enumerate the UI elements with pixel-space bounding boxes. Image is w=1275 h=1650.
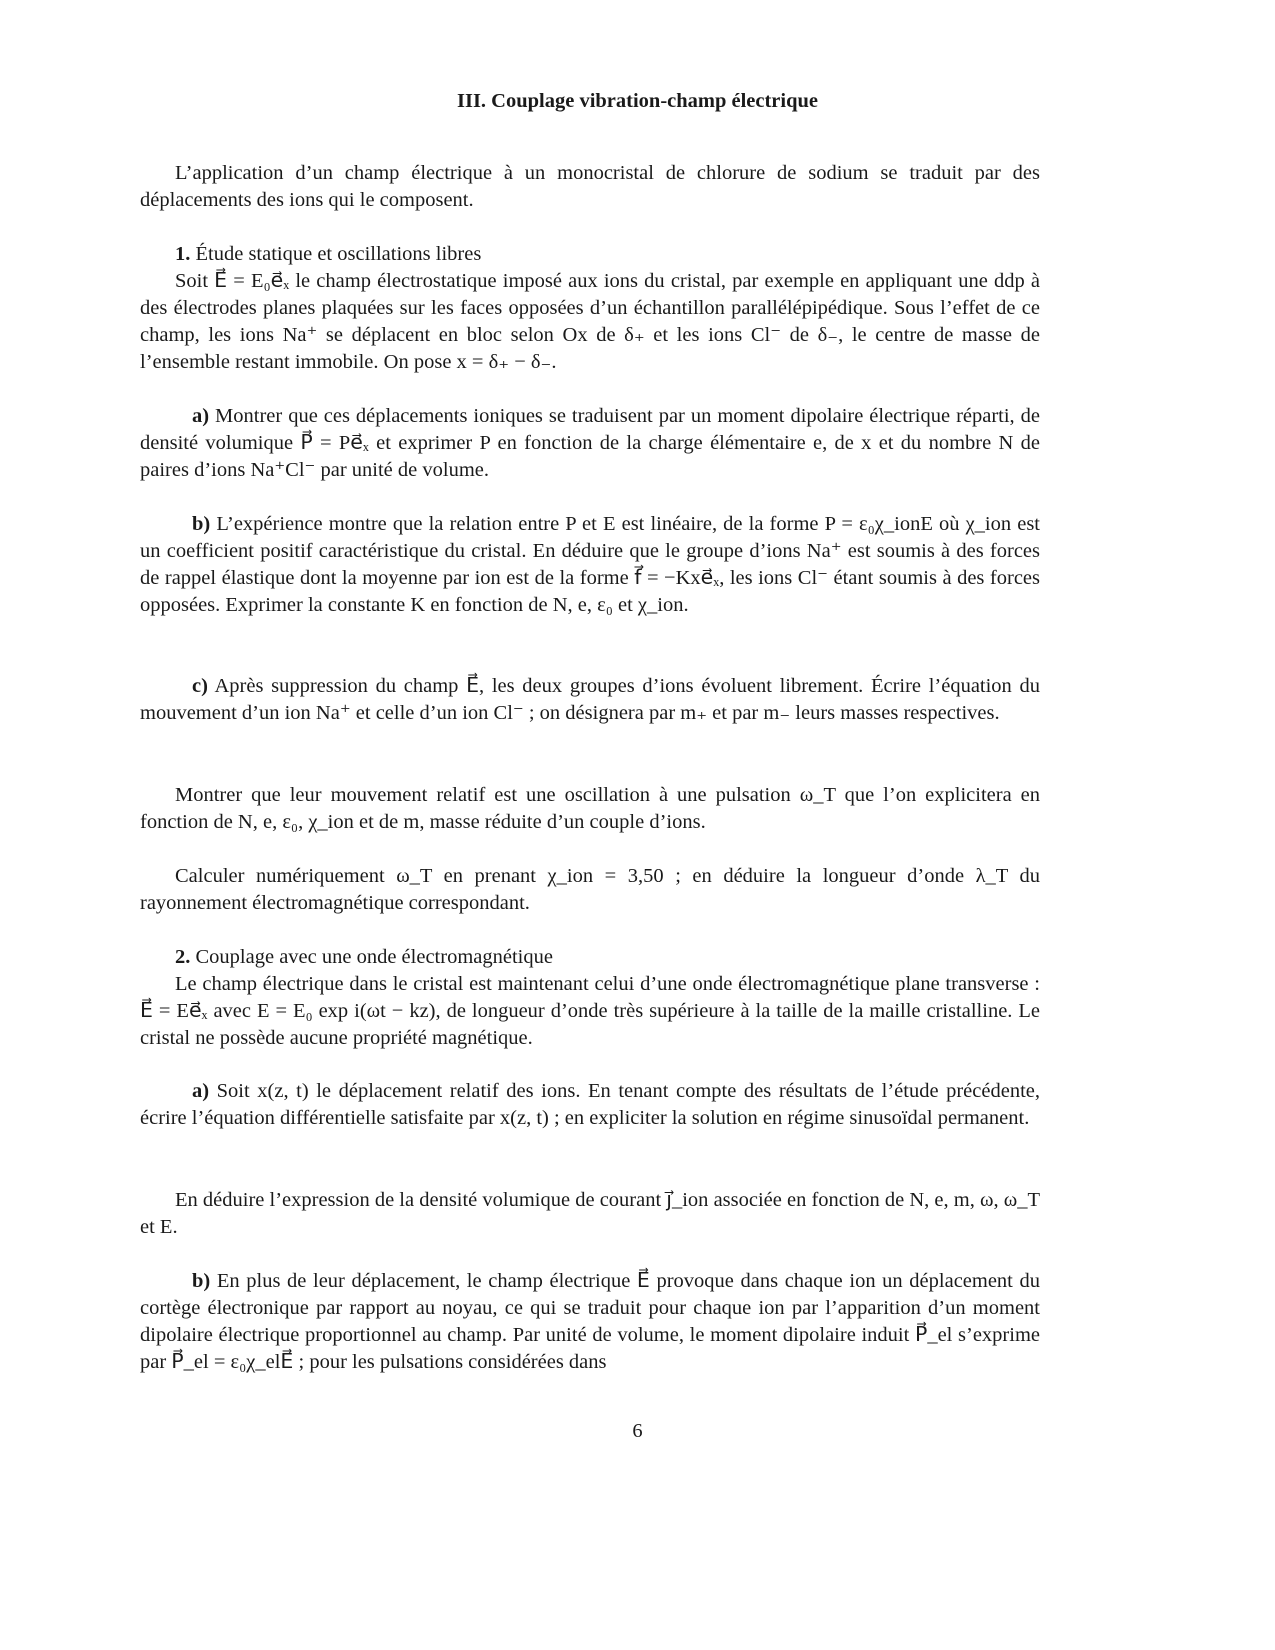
- question-text: Après suppression du champ E⃗, les deux groupes d’ions évoluent librement. Écrire l’équation du mouvement d’un ion Na⁺ et celle d’un ion Cl⁻ ; on désignera par m₊ et par m₋ leurs masses respectives.: [140, 675, 1040, 724]
- section-1: [140, 241, 1040, 376]
- question-text: Soit x(z, t) le déplacement relatif des ions. En tenant compte des résultats de l’étude précédente, écrire l’équation différentielle satisfaite par x(z, t) ; en expliciter la solution en régime sinusoïdal permanent.: [140, 1080, 1040, 1129]
- section-1-text: Soit E⃗ = E₀e⃗ₓ le champ électrostatique imposé aux ions du cristal, par exemple en appliquant une ddp à des électrodes planes plaquées sur les faces opposées d’un échantillon parallélépipédique. Sous l’effet de ce champ, les ions Na⁺ se déplacent en bloc selon Ox de δ₊ et les ions Cl⁻ de δ₋, le centre de masse de l’ensemble restant immobile. On pose x = δ₊ − δ₋.: [140, 270, 1040, 373]
- question-1c: [140, 673, 1040, 727]
- section-2-number: 2.: [175, 946, 191, 968]
- question-label: c): [192, 675, 208, 697]
- section-title: III. Couplage vibration-champ électrique: [456, 90, 819, 112]
- section-2-text: Le champ électrique dans le cristal est maintenant celui d’une onde électromagnétique plane transverse : E⃗ = Ee⃗ₓ avec E = E₀ exp i(ωt − kz), de longueur d’onde très supérieure à la taille de la maille cristalline. Le cristal ne possède aucune propriété magnétique.: [140, 973, 1040, 1049]
- question-2b: [140, 1268, 1040, 1376]
- question-label: b): [192, 1270, 211, 1292]
- page-number: 6: [632, 1420, 643, 1442]
- question-2a: [140, 1078, 1040, 1132]
- question-text: En plus de leur déplacement, le champ électrique E⃗ provoque dans chaque ion un déplacement du cortège électronique par rapport au noyau, ce qui se traduit pour chaque ion par l’apparition d’un moment dipolaire électrique proportionnel au champ. Par unité de volume, le moment dipolaire induit P⃗_el s’exprime par P⃗_el = ε₀χ_elE⃗ ; pour les pulsations considérées dans: [140, 1270, 1040, 1373]
- question-2a-part2: En déduire l’expression de la densité volumique de courant j⃗_ion associée en fonction de N, e, m, ω, ω_T et E.: [140, 1189, 1040, 1238]
- question-label: a): [192, 1080, 210, 1102]
- section-2: [140, 944, 1040, 1052]
- question-1c-part3: Calculer numériquement ω_T en prenant χ_ion = 3,50 ; en déduire la longueur d’onde λ_T du rayonnement électromagnétique correspondant.: [140, 865, 1040, 914]
- question-label: a): [192, 405, 210, 427]
- intro-paragraph: L’application d’un champ électrique à un monocristal de chlorure de sodium se traduit par des déplacements des ions qui le composent.: [140, 162, 1040, 211]
- question-1a: [140, 403, 1040, 484]
- section-1-heading: Étude statique et oscillations libres: [195, 243, 482, 265]
- section-1-number: 1.: [175, 243, 191, 265]
- question-text: L’expérience montre que la relation entre P et E est linéaire, de la forme P = ε₀χ_ionE où χ_ion est un coefficient positif caractéristique du cristal. En déduire que le groupe d’ions Na⁺ est soumis à des forces de rappel élastique dont la moyenne par ion est de la forme f⃗ = −Kxe⃗ₓ, les ions Cl⁻ étant soumis à des forces opposées. Exprimer la constante K en fonction de N, e, ε₀ et χ_ion.: [140, 513, 1041, 616]
- question-1c-part2: Montrer que leur mouvement relatif est une oscillation à une pulsation ω_T que l’on explicitera en fonction de N, e, ε₀, χ_ion et de m, masse réduite d’un couple d’ions.: [140, 784, 1040, 833]
- section-2-heading: Couplage avec une onde électromagnétique: [195, 946, 553, 968]
- question-label: b): [192, 513, 211, 535]
- question-text: Montrer que ces déplacements ioniques se traduisent par un moment dipolaire électrique réparti, de densité volumique P⃗ = Pe⃗ₓ et exprimer P en fonction de la charge élémentaire e, de x et du nombre N de paires d’ions Na⁺Cl⁻ par unité de volume.: [140, 405, 1041, 481]
- question-1b: [140, 511, 1040, 619]
